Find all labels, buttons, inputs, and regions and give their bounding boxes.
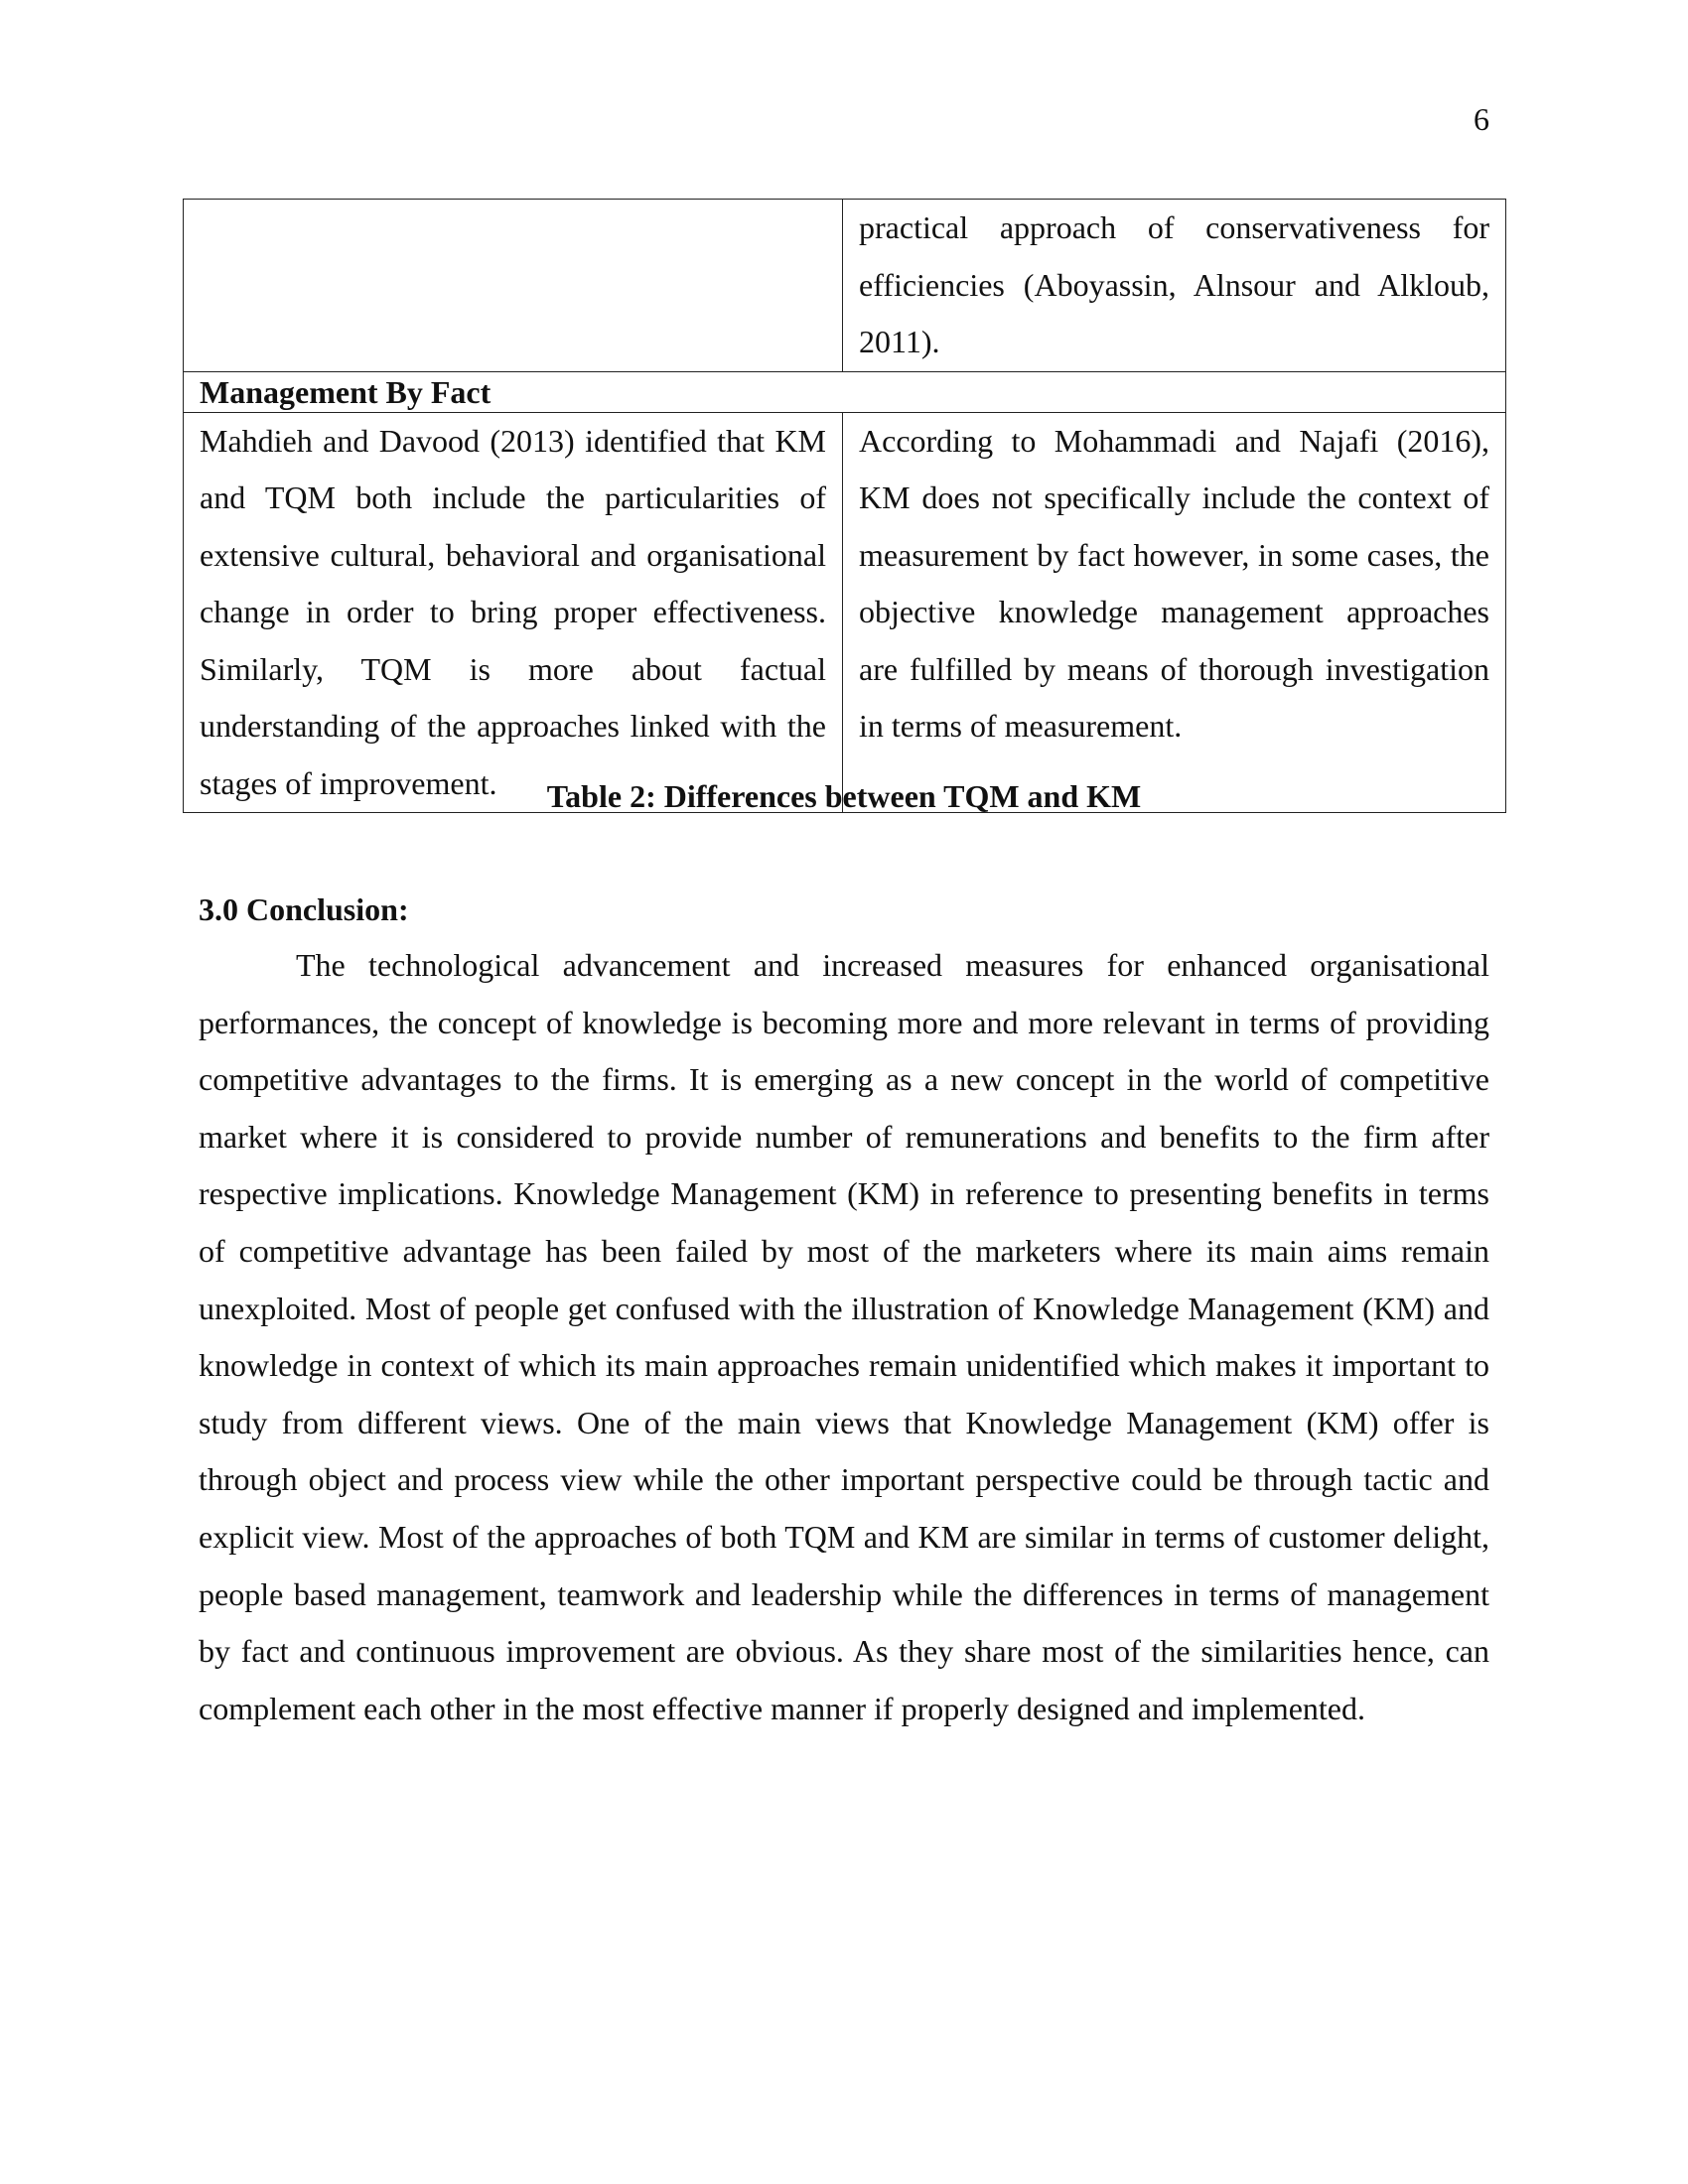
table-cell-tqm-management-by-fact: Mahdieh and Davood (2013) identified that KM and TQM both include the particularities of extensive cultural, behavioral and organisational change in order to bring proper effectiveness. Similarly, TQM is more about factual understanding of the approaches linked with the stages of improvement. — [184, 412, 843, 813]
differences-table — [183, 199, 1506, 813]
table-cell-km-management-by-fact: According to Mohammadi and Najafi (2016), KM does not specifically include the context of measurement by fact however, in some cases, the objective knowledge management approaches are fulfilled by means of thorough investigation in terms of measurement. — [843, 412, 1506, 813]
table-caption: Table 2: Differences between TQM and KM — [546, 778, 1142, 814]
table-cell-empty-left — [184, 200, 843, 372]
page-number: 6 — [1474, 101, 1489, 137]
section-heading: 3.0 Conclusion: — [199, 891, 409, 927]
table-row — [184, 200, 1506, 372]
table-row — [184, 412, 1506, 813]
table-section-header-row — [184, 371, 1506, 412]
table-cell-continuation-right: practical approach of conservativeness for efficiencies (Aboyassin, Alnsour and Alkloub, 2011). — [843, 200, 1506, 372]
conclusion-paragraph: The technological advancement and increased measures for enhanced organisational performances, the concept of knowledge is becoming more and more relevant in terms of providing competitive advantages to the firms. It is emerging as a new concept in the world of competitive market where it is considered to provide number of remunerations and benefits to the firm after respective implications. Knowledge Management (KM) in reference to presenting benefits in terms of competitive advantage has been failed by most of the marketers where its main aims remain unexploited. Most of people get confused with the illustration of Knowledge Management (KM) and knowledge in context of which its main approaches remain unidentified which makes it important to study from different views. One of the main views that Knowledge Management (KM) offer is through object and process view while the other important perspective could be through tactic and explicit view. Most of the approaches of both TQM and KM are similar in terms of customer delight, people based management, teamwork and leadership while the differences in terms of management by fact and continuous improvement are obvious. As they share most of the similarities hence, can complement each other in the most effective manner if properly designed and implemented. — [199, 947, 1489, 1726]
table-section-header: Management By Fact — [184, 371, 1506, 412]
